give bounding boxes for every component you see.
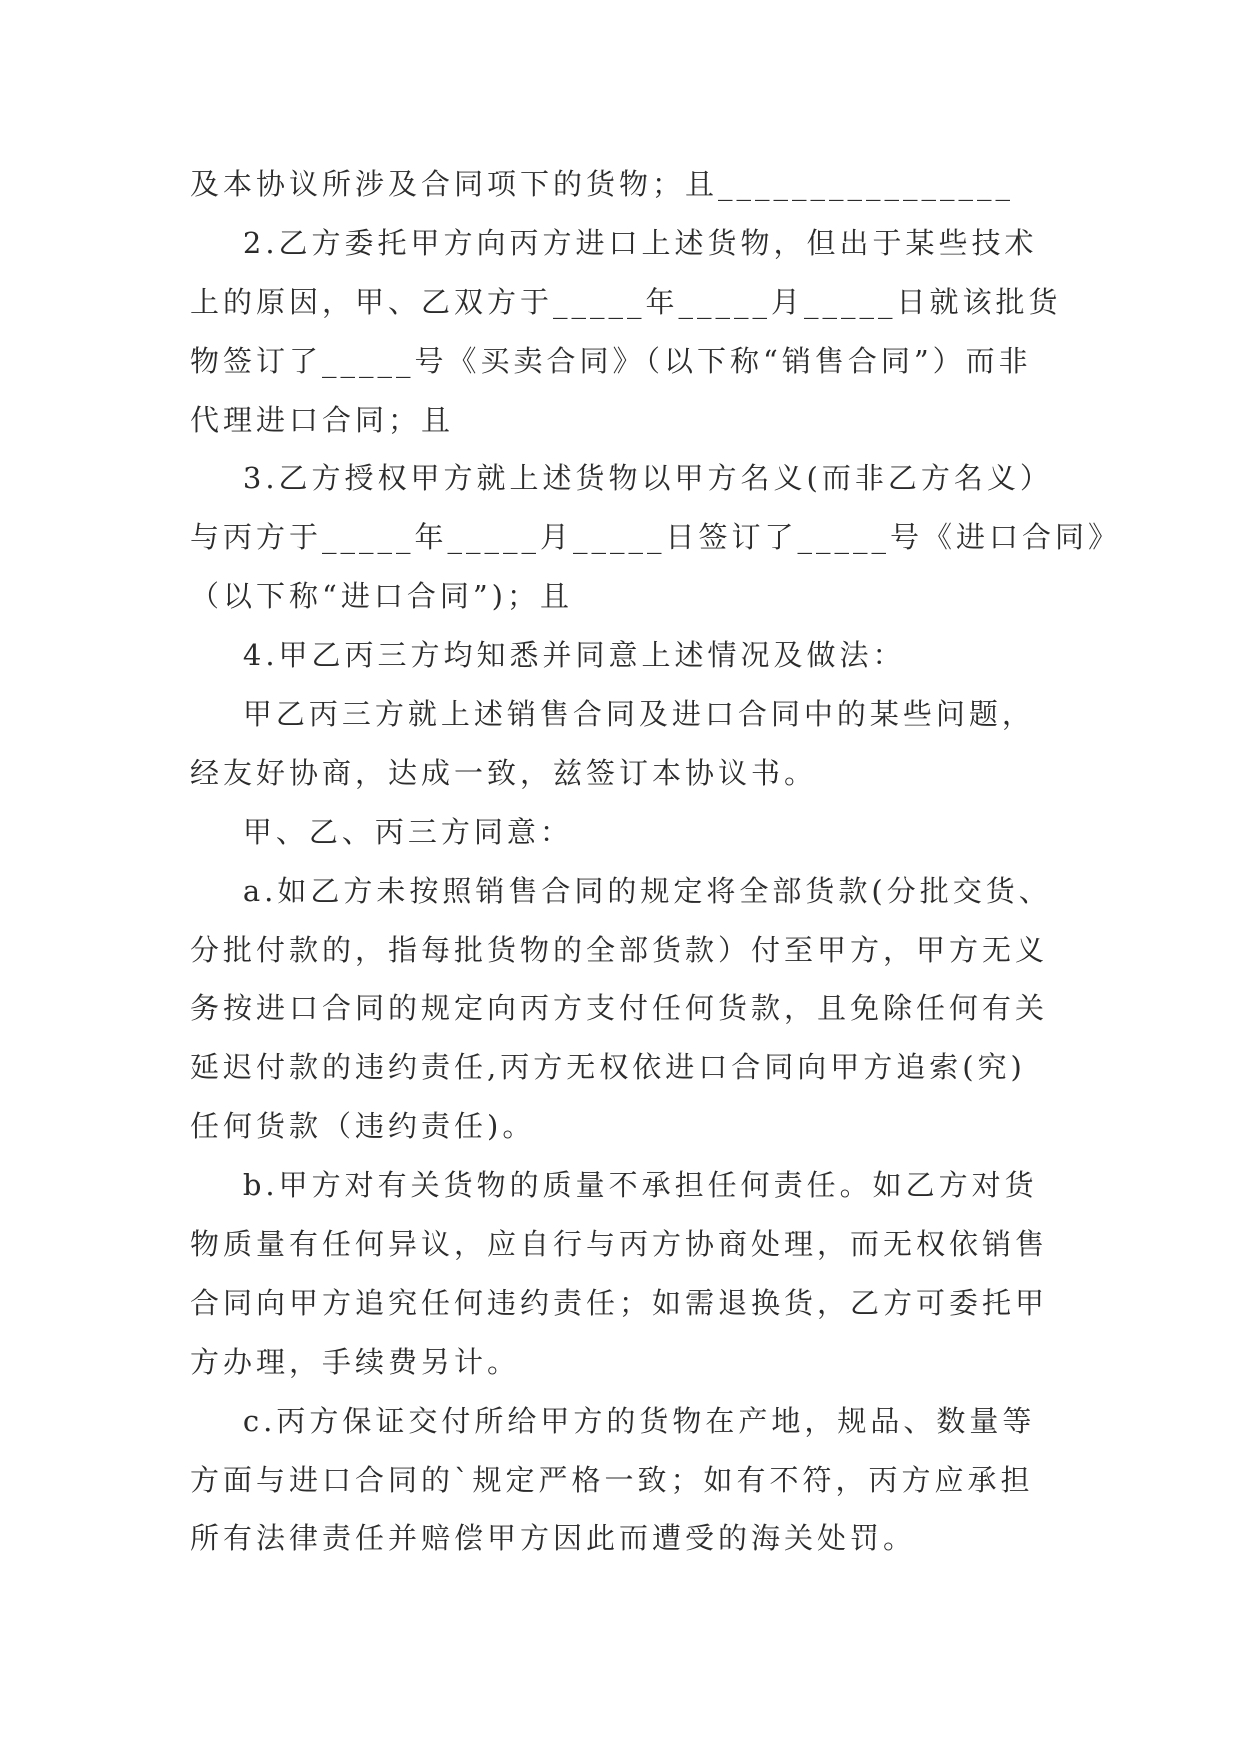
text-line: 方办理，手续费另计。 [190, 1344, 521, 1379]
text-line: 务按进口合同的规定向丙方支付任何货款，且免除任何有关 [190, 991, 1049, 1026]
text-line: 所有法律责任并赔偿甲方因此而遭受的海关处罚。 [190, 1521, 917, 1556]
text-line: 物质量有任何异议，应自行与丙方协商处理，而无权依销售 [190, 1227, 1049, 1262]
text-line: 物签订了_____号《买卖合同》（以下称“销售合同”）而非 [190, 343, 1032, 378]
text-line: 甲、乙、丙三方同意： [190, 814, 573, 849]
text-line: 合同向甲方追究任何违约责任；如需退换货，乙方可委托甲 [190, 1285, 1049, 1320]
agreement-text-body [190, 155, 1122, 1568]
text-line: 代理进口合同；且 [190, 402, 455, 437]
text-line: 2.乙方委托甲方向丙方进口上述货物，但出于某些技术 [190, 225, 1038, 260]
text-line: 与丙方于_____年_____月_____日签订了_____号《进口合同》 [190, 520, 1122, 555]
text-line: 甲乙丙三方就上述销售合同及进口合同中的某些问题， [190, 697, 1035, 732]
text-line: 上的原因，甲、乙双方于_____年_____月_____日就该批货 [190, 284, 1062, 319]
text-line: 4.甲乙丙三方均知悉并同意上述情况及做法： [190, 638, 906, 673]
text-line: 任何货款（违约责任)。 [190, 1109, 536, 1144]
text-line: 方面与进口合同的`规定严格一致；如有不符，丙方应承担 [190, 1462, 1034, 1497]
text-line: （以下称“进口合同”)；且 [190, 579, 573, 614]
text-line: c.丙方保证交付所给甲方的货物在产地，规品、数量等 [190, 1403, 1036, 1438]
text-line: b.甲方对有关货物的质量不承担任何责任。如乙方对货 [190, 1168, 1038, 1203]
text-line: 经友好协商，达成一致，兹签订本协议书。 [190, 755, 818, 790]
text-line: 及本协议所涉及合同项下的货物；且________________ [190, 167, 1015, 201]
text-line: 3.乙方授权甲方就上述货物以甲方名义(而非乙方名义） [190, 461, 1053, 496]
text-line: a.如乙方未按照销售合同的规定将全部货款(分批交货、 [190, 873, 1052, 908]
text-line: 分批付款的，指每批货物的全部货款）付至甲方，甲方无义 [190, 932, 1049, 967]
text-line: 延迟付款的违约责任,丙方无权依进口合同向甲方追索(究) [190, 1050, 1026, 1085]
